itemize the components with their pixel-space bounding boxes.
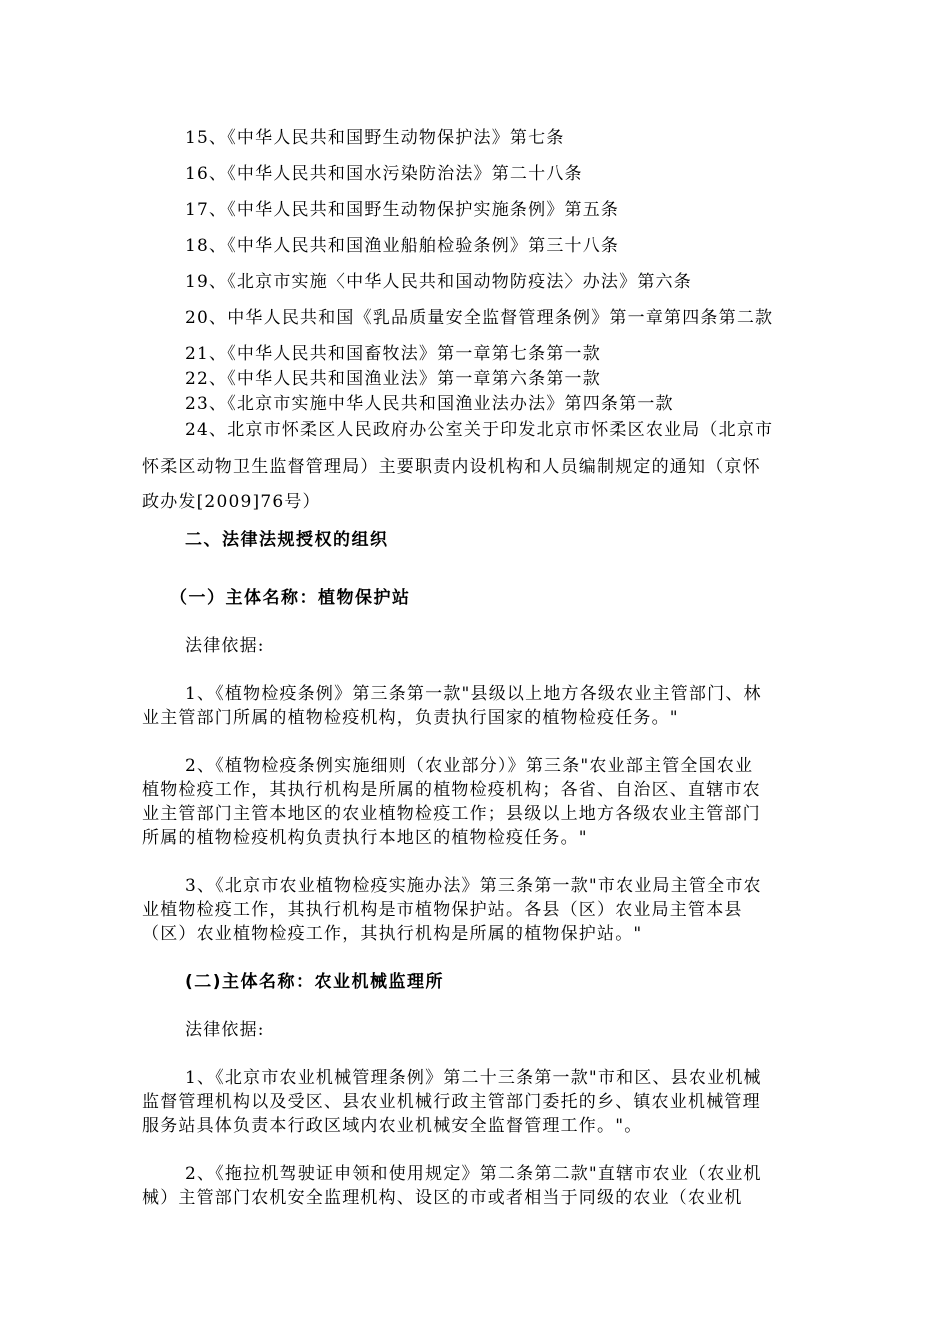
org-1-para-3-line-2: 业植物检疫工作，其执行机构是市植物保护站。各县（区）农业局主管本县 bbox=[142, 900, 743, 920]
org-1-heading: （一）主体名称：植物保护站 bbox=[170, 588, 411, 608]
org-1-para-1-line-2: 业主管部门所属的植物检疫机构，负责执行国家的植物检疫任务。" bbox=[142, 708, 679, 728]
law-item-16: 16、《中华人民共和国水污染防治法》第二十八条 bbox=[185, 164, 583, 184]
law-item-24-line-1: 24、北京市怀柔区人民政府办公室关于印发北京市怀柔区农业局（北京市 bbox=[185, 420, 774, 440]
law-item-22: 22、《中华人民共和国渔业法》第一章第六条第一款 bbox=[185, 369, 601, 389]
org-2-para-1-line-3: 服务站具体负责本行政区域内农业机械安全监督管理工作。"。 bbox=[142, 1116, 643, 1136]
law-item-23: 23、《北京市实施中华人民共和国渔业法办法》第四条第一款 bbox=[185, 394, 674, 414]
org-1-para-2-line-4: 所属的植物检疫机构负责执行本地区的植物检疫任务。" bbox=[142, 828, 588, 848]
org-2-para-2-line-2: 械）主管部门农机安全监理机构、设区的市或者相当于同级的农业（农业机 bbox=[142, 1188, 743, 1208]
org-2-heading: (二)主体名称：农业机械监理所 bbox=[185, 972, 445, 992]
org-1-basis-label: 法律依据: bbox=[185, 636, 265, 656]
org-1-para-2-line-2: 植物检疫工作，其执行机构是所属的植物检疫机构；各省、自治区、直辖市农 bbox=[142, 780, 761, 800]
org-1-para-1-line-1: 1、《植物检疫条例》第三条第一款"县级以上地方各级农业主管部门、林 bbox=[185, 684, 762, 704]
law-item-17: 17、《中华人民共和国野生动物保护实施条例》第五条 bbox=[185, 200, 620, 220]
law-item-20: 20、中华人民共和国《乳品质量安全监督管理条例》第一章第四条第二款 bbox=[185, 308, 774, 328]
law-item-19: 19、《北京市实施〈中华人民共和国动物防疫法〉办法》第六条 bbox=[185, 272, 692, 292]
org-1-para-2-line-1: 2、《植物检疫条例实施细则（农业部分）》第三条"农业部主管全国农业 bbox=[185, 756, 754, 776]
law-item-15: 15、《中华人民共和国野生动物保护法》第七条 bbox=[185, 128, 565, 148]
org-1-para-3-line-3: （区）农业植物检疫工作，其执行机构是所属的植物保护站。" bbox=[142, 924, 643, 944]
org-2-para-2-line-1: 2、《拖拉机驾驶证申领和使用规定》第二条第二款"直辖市农业（农业机 bbox=[185, 1164, 762, 1184]
law-item-18: 18、《中华人民共和国渔业船舶检验条例》第三十八条 bbox=[185, 236, 620, 256]
org-2-basis-label: 法律依据: bbox=[185, 1020, 265, 1040]
law-item-24-line-3: 政办发[2009]76号） bbox=[142, 492, 321, 512]
section-2-heading: 二、法律法规授权的组织 bbox=[185, 530, 389, 550]
org-1-para-3-line-1: 3、《北京市农业植物检疫实施办法》第三条第一款"市农业局主管全市农 bbox=[185, 876, 762, 896]
org-2-para-1-line-2: 监督管理机构以及受区、县农业机械行政主管部门委托的乡、镇农业机械管理 bbox=[142, 1092, 761, 1112]
org-1-para-2-line-3: 业主管部门主管本地区的农业植物检疫工作；县级以上地方各级农业主管部门 bbox=[142, 804, 761, 824]
law-item-24-line-2: 怀柔区动物卫生监督管理局）主要职责内设机构和人员编制规定的通知（京怀 bbox=[142, 457, 761, 477]
law-item-21: 21、《中华人民共和国畜牧法》第一章第七条第一款 bbox=[185, 344, 601, 364]
org-2-para-1-line-1: 1、《北京市农业机械管理条例》第二十三条第一款"市和区、县农业机械 bbox=[185, 1068, 762, 1088]
